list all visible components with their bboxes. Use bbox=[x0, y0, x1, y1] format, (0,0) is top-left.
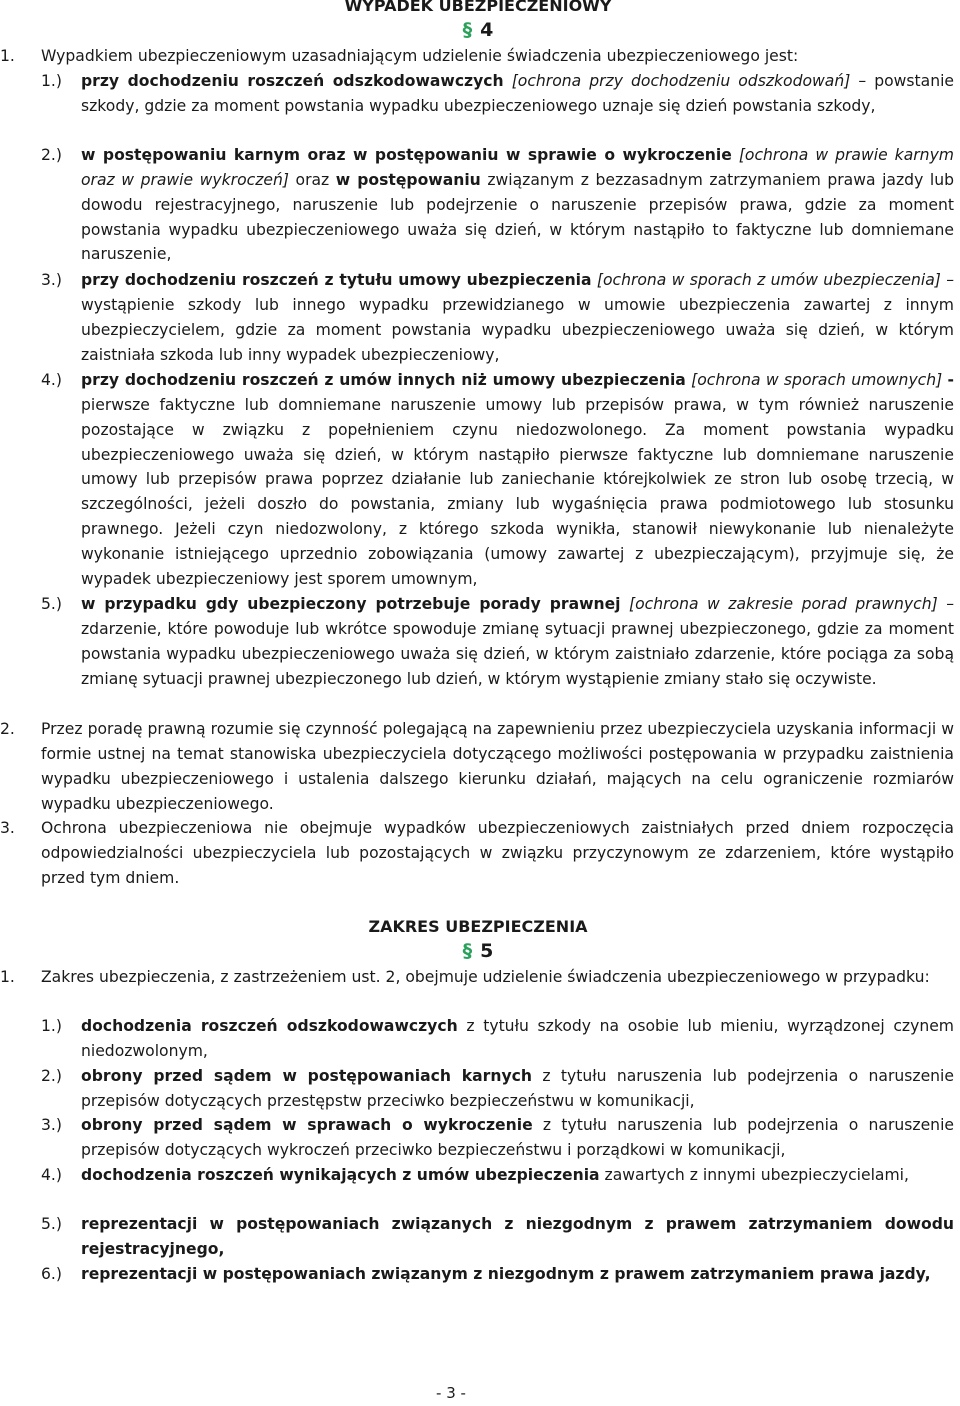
paragraph-text: Ochrona ubezpieczeniowa nie obejmuje wypadków ubezpieczeniowych zaistniałych przed dniem rozpoczęcia odpowiedzialności ubezpieczyciela lub pozostających w związku przyczynowym ze zdarzeniem, które wystąpiło przed tym dniem. bbox=[41, 819, 954, 887]
section-5-heading: ZAKRES UBEZPIECZENIA bbox=[368, 917, 588, 936]
item-label: 3.) bbox=[41, 1116, 62, 1134]
item-bold-text: reprezentacji w postępowaniach związanym z niezgodnym z prawem zatrzymaniem prawa jazdy, bbox=[81, 1265, 931, 1283]
s4-paragraph-3 bbox=[0, 816, 954, 891]
item-label: 4.) bbox=[41, 371, 62, 389]
item-bold-text: obrony przed sądem w sprawach o wykroczenie bbox=[81, 1116, 533, 1134]
s5-item-2 bbox=[41, 1064, 954, 1114]
paragraph-sign: § bbox=[462, 940, 473, 962]
paragraph-sign: § bbox=[462, 19, 473, 41]
item-italic-text: [ochrona przy dochodzeniu odszkodowań] bbox=[511, 72, 851, 90]
item-label: 1.) bbox=[41, 72, 62, 90]
item-label: 3.) bbox=[41, 271, 62, 289]
section-4-number bbox=[0, 18, 956, 43]
item-bold-text: dochodzenia roszczeń wynikających z umów ubezpieczenia bbox=[81, 1166, 600, 1184]
item-bold-dash: - bbox=[947, 371, 954, 389]
section-number: 4 bbox=[480, 19, 494, 41]
s5-paragraph-1 bbox=[0, 965, 954, 990]
section-5-number bbox=[0, 939, 956, 964]
s4-paragraph-1 bbox=[0, 44, 954, 69]
item-text: – zdarzenie, które powoduje lub wkrótce spowoduje zmianę sytuacji prawnej ubezpieczonego, gdzie za moment powstania wypadku ubezpieczeniowego uważa się dzień, w którym zaistniało zdarzenie, które pociąga za sobą zmianę sytuacji prawnej ubezpieczonego lub dzień, w którym wystąpienie zmiany stało się oczywiste. bbox=[81, 595, 954, 688]
paragraph-label: 3. bbox=[0, 819, 15, 837]
s4-item-4 bbox=[41, 368, 954, 592]
s5-item-6 bbox=[41, 1262, 954, 1287]
s4-item-2 bbox=[41, 143, 954, 267]
paragraph-label: 1. bbox=[0, 968, 15, 986]
item-text: zawartych z innymi ubezpieczycielami, bbox=[604, 1166, 909, 1184]
item-bold-text: obrony przed sądem w postępowaniach karnych bbox=[81, 1067, 532, 1085]
item-label: 6.) bbox=[41, 1265, 62, 1283]
paragraph-label: 2. bbox=[0, 720, 15, 738]
item-label: 1.) bbox=[41, 1017, 62, 1035]
paragraph-label: 1. bbox=[0, 47, 15, 65]
item-italic-text: [ochrona w sporach umownych] bbox=[691, 371, 943, 389]
paragraph-text: Zakres ubezpieczenia, z zastrzeżeniem ust. 2, obejmuje udzielenie świadczenia ubezpieczeniowego w przypadku: bbox=[41, 968, 930, 986]
item-label: 4.) bbox=[41, 1166, 62, 1184]
s4-item-1 bbox=[41, 69, 955, 119]
s5-item-1 bbox=[41, 1014, 954, 1064]
s5-item-5 bbox=[41, 1212, 954, 1262]
item-text: związanym z bezzasadnym zatrzymaniem prawa jazdy lub dowodu rejestracyjnego, naruszenie lub podejrzenie o naruszenie przepisów prawa, gdzie za moment powstania wypadku ubezpieczeniowego uważa się dzień, w którym nastąpiło to faktyczne lub domniemane naruszenie, bbox=[81, 170, 954, 264]
item-italic-text: [ochrona w zakresie porad prawnych] bbox=[629, 595, 938, 613]
item-label: 2.) bbox=[41, 146, 62, 164]
item-text-connector: oraz bbox=[295, 170, 330, 189]
item-bold-text: w przypadku gdy ubezpieczony potrzebuje porady prawnej bbox=[81, 595, 621, 613]
item-label: 2.) bbox=[41, 1067, 62, 1085]
paragraph-text: Przez poradę prawną rozumie się czynność polegającą na zapewnieniu przez ubezpieczyciela uzyskania informacji w formie ustnej na temat stanowiska ubezpieczyciela dotyczącego możliwości postępowania w przypadku zaistnienia wypadku ubezpieczeniowego i ustalenia dalszego kierunku działań, mających na celu ograniczenie rozmiarów wypadku ubezpieczeniowego. bbox=[41, 720, 954, 813]
item-text: z tytułu szkody na osobie lub mieniu, wyrządzonej czynem niedozwolonym, bbox=[81, 1017, 954, 1060]
item-bold-text: w postępowaniu karnym oraz w postępowaniu w sprawie o wykroczenie bbox=[81, 146, 732, 164]
item-italic-text: [ochrona w sporach z umów ubezpieczenia] bbox=[596, 271, 941, 289]
item-label: 5.) bbox=[41, 1215, 62, 1233]
page-number: - 3 - bbox=[436, 1384, 466, 1402]
item-bold-text: przy dochodzeniu roszczeń z umów innych niż umowy ubezpieczenia bbox=[81, 371, 686, 389]
item-text: pierwsze faktyczne lub domniemane naruszenie umowy lub przepisów prawa, w tym również naruszenie pozostające w związku z popełnieniem czynu niedozwolonego. Za moment powstania wypadku ubezpieczeniowego uważa się dzień, w którym nastąpiło pierwsze faktyczne lub domniemane naruszenie umowy lub przepisów prawa poprzez działanie lub zaniechanie którejkolwiek ze stron lub osobę trzecią, w szczególności, jeżeli doszło do powstania, zmiany lub wygaśnięcia prawa podmiotowego lub stosunku prawnego. Jeżeli czyn niedozwolony, z którego szkoda wynikła, stanowił niewykonanie lub nienależyte wykonanie istniejącego uprzednio zobowiązania (umowy zawartej z ubezpieczającym), przyjmuje się, że wypadek ubezpieczeniowy jest sporem umownym, bbox=[81, 395, 954, 588]
item-bold-text-2: w postępowaniu bbox=[335, 170, 481, 189]
item-bold-text: przy dochodzeniu roszczeń z tytułu umowy ubezpieczenia bbox=[81, 271, 592, 289]
s4-item-3 bbox=[41, 268, 954, 367]
item-text: – wystąpienie szkody lub innego wypadku przewidzianego w umowie ubezpieczenia zawartej z innym ubezpieczycielem, gdzie za moment powstania wypadku ubezpieczeniowego uważa się dzień, w którym zaistniała szkoda lub inny wypadek ubezpieczeniowy, bbox=[81, 271, 954, 364]
s4-paragraph-2 bbox=[0, 717, 954, 816]
item-text: – powstanie szkody, gdzie za moment powstania wypadku ubezpieczeniowego uznaje się dzień powstania szkody, bbox=[81, 72, 955, 115]
section-4-heading: WYPADEK UBEZPIECZENIOWY bbox=[344, 0, 612, 15]
item-bold-text: dochodzenia roszczeń odszkodowawczych bbox=[81, 1017, 458, 1035]
item-text: z tytułu naruszenia lub podejrzenia o naruszenie przepisów dotyczących wykroczeń przeciwko bezpieczeństwu i porządkowi w komunikacji, bbox=[81, 1116, 954, 1159]
item-text: z tytułu naruszenia lub podejrzenia o naruszenie przepisów dotyczących przestępstw przeciwko bezpieczeństwu w komunikacji, bbox=[81, 1067, 954, 1110]
s4-item-5 bbox=[41, 592, 954, 691]
section-number: 5 bbox=[480, 940, 494, 962]
item-bold-text: przy dochodzeniu roszczeń odszkodowawczych bbox=[81, 72, 504, 90]
item-label: 5.) bbox=[41, 595, 62, 613]
s5-item-4 bbox=[41, 1163, 954, 1188]
item-bold-text: reprezentacji w postępowaniach związanych z niezgodnym z prawem zatrzymaniem dowodu rejestracyjnego, bbox=[81, 1215, 954, 1258]
item-italic-text: [ochrona w prawie karnym oraz w prawie wykroczeń] bbox=[81, 146, 954, 189]
paragraph-text: Wypadkiem ubezpieczeniowym uzasadniającym udzielenie świadczenia ubezpieczeniowego jest: bbox=[41, 47, 799, 65]
s5-item-3 bbox=[41, 1113, 954, 1163]
